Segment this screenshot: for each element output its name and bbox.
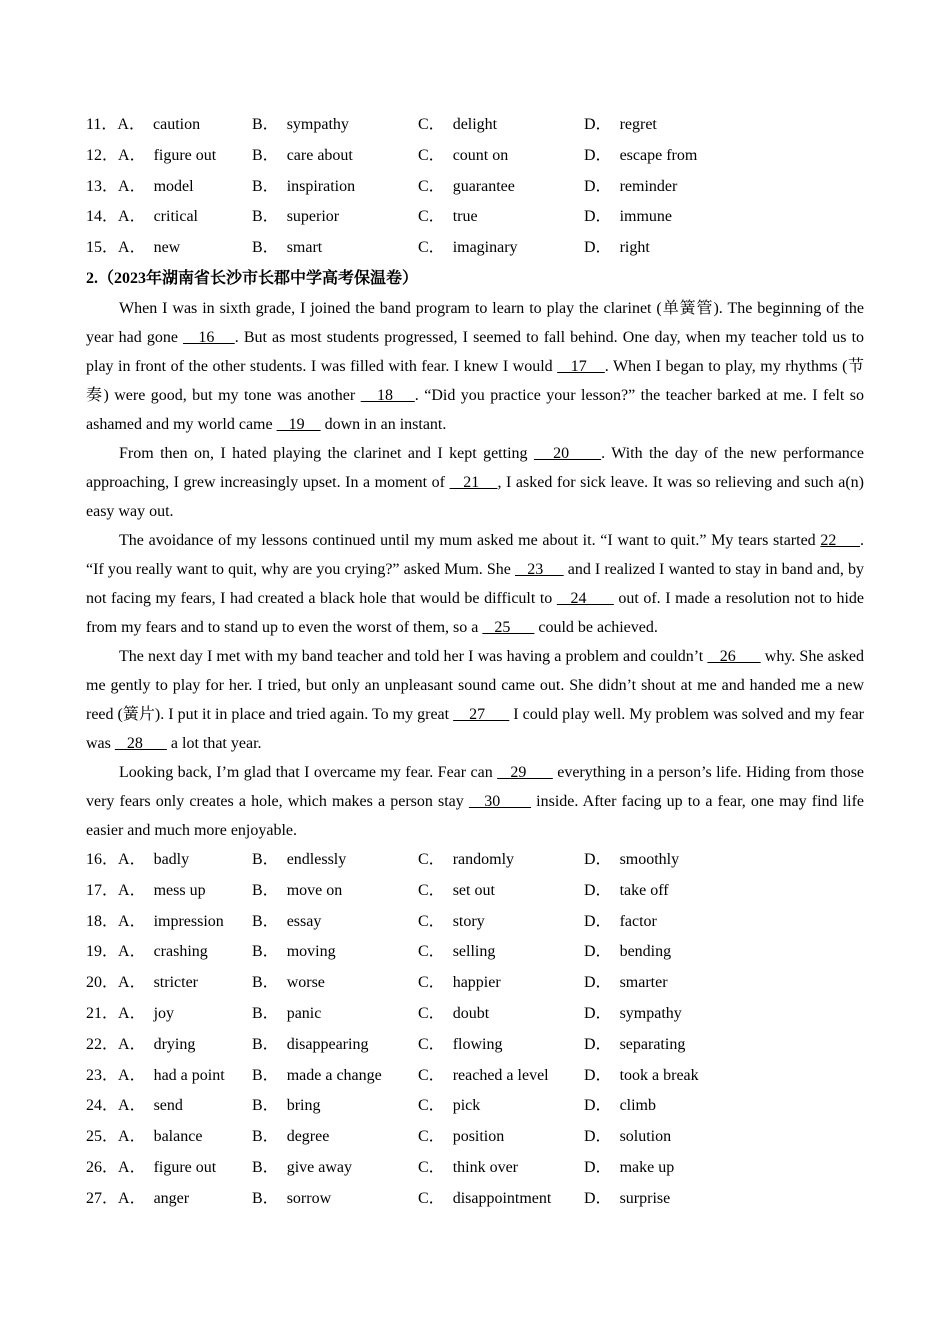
passage-paragraph-2: From then on, I hated playing the clarinet and I kept getting 20 . With the day of the new performance approaching, I grew increasingly upset. In a moment of 21 , I asked for sick leave. It was so relieving and such a(n) easy way out. [86,444,865,520]
option-letter-c: C． [418,1035,445,1053]
passage [86,294,864,845]
option-d: smoothly [619,850,680,868]
option-b: degree [286,1128,330,1146]
option-letter-b: B． [252,116,279,133]
option-letter-d: D． [584,177,612,195]
blank-22: 22 [820,531,861,549]
option-d: immune [619,208,672,226]
passage-paragraph-5: Looking back, I’m glad that I overcame my fear. Fear can 29 everything in a person’s life. Hiding from those very fears only creates a hole, which makes a person stay 30 inside. After facing up to a fear, one may find life easier and much more enjoyable. [86,763,865,839]
passage-paragraph-3: The avoidance of my lessons continued until my mum asked me about it. “I want to quit.” My tears started 22 . “If you really want to quit, why are you crying?” asked Mum. She 23 and I realized I wanted to stay in band and, by not facing my fears, I had created a black hole that would be difficult to 24 out of. I made a resolution not to hide from my fears and to stand up to even the worst of them, so a 25 could be achieved. [86,531,865,636]
option-b: sorrow [286,1189,332,1207]
option-letter-c: C． [418,850,445,868]
option-c: doubt [452,1004,490,1022]
option-c: set out [452,881,495,899]
option-letter-d: D． [584,208,612,226]
option-letter-a: A． [118,239,146,257]
section-heading: 2.（2023年湖南省长沙市长郡中学高考保温卷） [86,269,419,287]
option-c: position [452,1128,505,1146]
question-number: 25． [86,1128,119,1146]
option-letter-c: C． [418,943,445,961]
option-d: escape from [619,146,698,164]
option-a: badly [153,850,190,868]
option-letter-d: D． [584,850,612,868]
question-row [86,1153,864,1184]
question-number: 26． [86,1158,119,1176]
option-letter-a: A． [118,943,146,961]
option-c: happier [452,974,501,992]
option-letter-b: B． [252,1158,279,1176]
option-letter-a: A． [118,1097,146,1115]
option-a: balance [153,1128,203,1146]
option-letter-b: B． [252,1066,279,1084]
option-b: sympathy [286,116,349,133]
question-number: 12． [86,146,119,164]
option-letter-b: B． [252,881,279,899]
blank-17: 17 [557,357,605,375]
option-a: drying [153,1035,196,1053]
option-b: moving [286,943,336,961]
question-row [86,110,864,141]
question-number: 16． [86,850,119,868]
question-number: 23． [86,1066,119,1084]
question-number: 27． [86,1189,119,1207]
option-c: count on [452,146,509,164]
question-row [86,202,864,233]
option-a: figure out [153,146,217,164]
option-b: inspiration [286,177,356,195]
blank-28: 28 [114,734,167,752]
option-letter-b: B． [252,943,279,961]
blank-29: 29 [497,763,553,781]
option-a: send [153,1097,183,1115]
question-number: 19． [86,943,119,961]
option-letter-c: C． [418,1066,445,1084]
blank-27: 27 [453,705,510,723]
option-letter-a: A． [118,1004,146,1022]
option-letter-a: A． [118,146,146,164]
option-letter-b: B． [252,912,279,930]
blank-16: 16 [183,328,235,346]
option-d: bending [619,943,672,961]
blank-24: 24 [556,589,614,607]
question-number: 17． [86,881,119,899]
option-letter-b: B． [252,1097,279,1115]
question-number: 22． [86,1035,119,1053]
option-b: panic [286,1004,322,1022]
blank-20: 20 [533,444,602,462]
option-letter-c: C． [418,1128,445,1146]
option-a: anger [153,1189,190,1207]
option-letter-d: D． [584,943,612,961]
option-letter-d: D． [584,146,612,164]
question-number: 15． [86,239,119,257]
option-letter-d: D． [584,239,612,257]
question-row [86,1061,864,1092]
question-row [86,937,864,968]
option-d: separating [619,1035,686,1053]
option-c: imaginary [452,239,518,257]
option-letter-b: B． [252,208,279,226]
option-c: disappointment [452,1189,552,1207]
question-row [86,968,864,999]
option-letter-b: B． [252,1128,279,1146]
option-c: pick [452,1097,481,1115]
option-d: right [619,239,650,257]
question-row [86,233,864,264]
options-list-top [86,110,864,264]
option-letter-b: B． [252,1035,279,1053]
option-letter-a: A． [118,1158,146,1176]
option-c: flowing [452,1035,503,1053]
option-letter-c: C． [418,912,445,930]
option-c: randomly [452,850,515,868]
passage-paragraph-1: When I was in sixth grade, I joined the band program to learn to play the clarinet (单簧管). The beginning of the year had gone 16 . But as most students progressed, I seemed to fall behind. One day, when my teacher told us to play in front of the other students. I was filled with fear. I knew I would 17 . When I began to play, my rhythms (节奏) were good, but my tone was another 18 . “Did you practice your lesson?” the teacher barked at me. I felt so ashamed and my world came 19 down in an instant. [86,299,865,433]
option-a: figure out [153,1158,217,1176]
blank-18: 18 [360,386,415,404]
option-letter-a: A． [118,912,146,930]
question-number: 18． [86,912,119,930]
option-letter-b: B． [252,974,279,992]
option-d: factor [619,912,657,930]
option-b: bring [286,1097,321,1115]
question-number: 21． [86,1004,119,1022]
option-letter-c: C． [418,1158,445,1176]
option-a: critical [153,208,198,226]
option-letter-d: D． [584,1189,612,1207]
question-number: 11． [86,116,118,133]
option-letter-d: D． [584,1097,612,1115]
option-letter-d: D． [584,116,612,133]
question-number: 13． [86,177,119,195]
option-letter-a: A． [118,1128,146,1146]
option-letter-a: A． [118,974,146,992]
option-a: joy [153,1004,175,1022]
question-row [86,876,864,907]
option-c: think over [452,1158,519,1176]
option-letter-c: C． [418,239,445,257]
question-row [86,1030,864,1061]
option-b: move on [286,881,343,899]
option-letter-c: C． [418,1004,445,1022]
option-c: story [452,912,485,930]
option-letter-d: D． [584,1158,612,1176]
option-a: new [153,239,181,257]
option-b: give away [286,1158,352,1176]
question-row [86,1122,864,1153]
option-d: climb [619,1097,656,1115]
option-letter-c: C． [418,881,445,899]
option-c: delight [452,116,498,133]
option-letter-a: A． [117,116,145,133]
option-a: model [153,177,194,195]
question-row [86,141,864,172]
option-letter-a: A． [118,1035,146,1053]
option-letter-a: A． [118,850,146,868]
option-c: selling [452,943,496,961]
option-letter-a: A． [118,1066,146,1084]
option-letter-b: B． [252,146,279,164]
option-d: regret [619,116,657,133]
option-d: make up [619,1158,675,1176]
option-a: stricter [153,974,198,992]
option-letter-d: D． [584,1128,612,1146]
option-letter-b: B． [252,177,279,195]
option-letter-c: C． [418,177,445,195]
option-b: care about [286,146,353,164]
document-page [86,110,864,1215]
question-row [86,907,864,938]
option-d: sympathy [619,1004,682,1022]
question-number: 24． [86,1097,119,1115]
option-letter-c: C． [418,146,445,164]
option-letter-d: D． [584,1066,612,1084]
option-d: solution [619,1128,672,1146]
option-letter-c: C． [418,116,445,133]
option-letter-b: B． [252,1189,279,1207]
blank-23: 23 [514,560,564,578]
option-b: superior [286,208,340,226]
option-letter-d: D． [584,974,612,992]
question-row [86,999,864,1030]
option-letter-a: A． [118,208,146,226]
blank-25: 25 [482,618,535,636]
option-letter-d: D． [584,912,612,930]
option-letter-c: C． [418,1097,445,1115]
option-d: took a break [619,1066,699,1084]
blank-21: 21 [449,473,498,491]
blank-30: 30 [468,792,532,810]
option-letter-c: C． [418,974,445,992]
option-b: disappearing [286,1035,369,1053]
option-a: crashing [153,943,208,961]
option-letter-d: D． [584,1004,612,1022]
question-number: 20． [86,974,119,992]
option-d: take off [619,881,669,899]
question-number: 14． [86,208,119,226]
option-d: surprise [619,1189,671,1207]
option-letter-d: D． [584,1035,612,1053]
option-b: endlessly [286,850,347,868]
option-d: reminder [619,177,678,195]
question-row [86,172,864,203]
option-a: impression [153,912,224,930]
option-a: caution [152,116,201,133]
option-c: true [452,208,478,226]
passage-paragraph-4: The next day I met with my band teacher and told her I was having a problem and couldn’t 26 why. She asked me gently to play for her. I tried, but only an unpleasant sound came out. She didn’t shout at me and handed me a new reed (簧片). I put it in place and tried again. To my great 27 I could play well. My problem was solved and my fear was 28 a lot that year. [86,647,865,752]
option-b: smart [286,239,323,257]
option-letter-d: D． [584,881,612,899]
question-row [86,845,864,876]
blank-26: 26 [707,647,761,665]
option-letter-c: C． [418,1189,445,1207]
option-c: reached a level [452,1066,549,1084]
option-letter-b: B． [252,239,279,257]
option-d: smarter [619,974,668,992]
blank-19: 19 [276,415,321,433]
question-row [86,1184,864,1215]
option-a: mess up [153,881,206,899]
option-b: worse [286,974,325,992]
option-letter-a: A． [118,881,146,899]
option-a: had a point [153,1066,225,1084]
option-letter-a: A． [118,177,146,195]
option-letter-b: B． [252,850,279,868]
option-c: guarantee [452,177,515,195]
option-b: made a change [286,1066,382,1084]
question-row [86,1091,864,1122]
option-b: essay [286,912,322,930]
option-letter-b: B． [252,1004,279,1022]
option-letter-c: C． [418,208,445,226]
options-list-bottom [86,845,864,1215]
option-letter-a: A． [118,1189,146,1207]
